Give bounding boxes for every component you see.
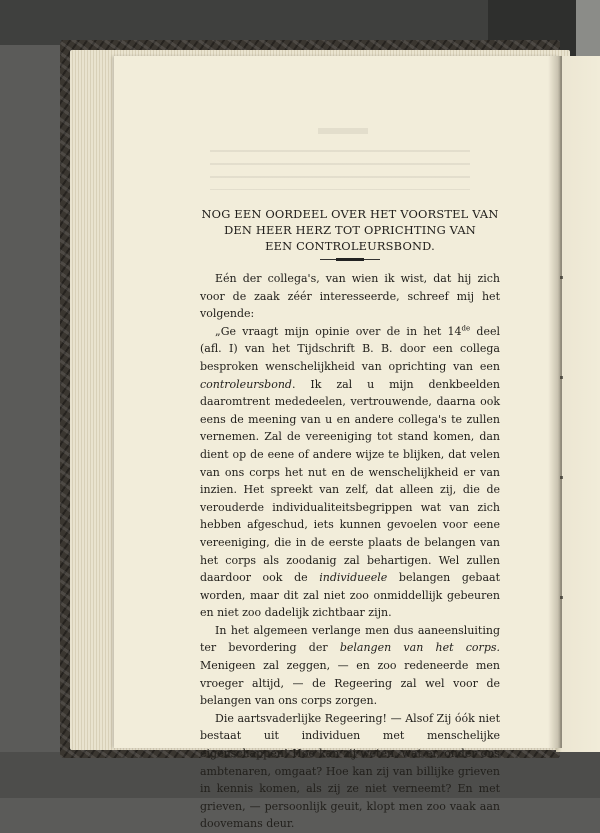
title-line: DEN HEER HERZ TOT OPRICHTING VAN — [224, 223, 476, 237]
bleed-through-page-number — [318, 128, 368, 134]
paragraph: Eén der collega's, van wien ik wist, dat hij zich voor de zaak zéér interesseerde, schreef mij het volgende: — [200, 272, 500, 321]
title-divider-center — [336, 258, 364, 261]
paragraph: Die aartsvaderlijke Regeering! — Alsof Zij óók niet bestaat uit individuen met menschelijke eigenschappen! Hoe kan zij weten, wat er, onder ons ambtenaren, omgaat? Hoe kan zij van billijke grieven in kennis komen, als zij ze niet verneemt? En met grieven, — persoonlijk geuit, klopt men zoo vaak aan doovemans deur. — [200, 711, 500, 831]
superscript: de — [461, 324, 471, 333]
facing-page — [556, 56, 600, 752]
italic-term: belangen van het corps. — [339, 641, 500, 655]
page-gutter-shadow — [548, 56, 562, 748]
paragraph: „Ge vraagt mijn opinie over de in het 14de deel (afl. I) van het Tijdschrift B. B. door een collega besproken wenschelijkheid van oprichting van een controleursbond. Ik zal u mijn denkbeelden daaromtrent mededeelen, vertrouwende, daarna ook eens de meening van u en andere collega's te zullen vernemen. Zal de vereeniging tot stand komen, dan dient op de eene of andere wijze te blijken, dat velen van ons corps het nut en de wenschelijkheid er van inzien. Het spreekt van zelf, dat alleen zij, die de verouderde individualiteitsbegrippen wat van zich hebben afgeschud, iets kunnen gevoelen voor eene vereeniging, die in de eerste plaats de belangen van het corps als zoodanig zal behartigen. Wel zullen daardoor ook de individueele belangen gebaat worden, maar dit zal niet zoo onmiddellijk gebeuren en niet zoo dadelijk zichtbaar zijn. — [200, 324, 500, 620]
italic-term: controleursbond — [200, 377, 292, 391]
title-line: EEN CONTROLEURSBOND. — [265, 239, 435, 253]
article-title — [190, 206, 510, 254]
italic-term: individueele — [319, 571, 388, 585]
article-body — [200, 270, 500, 833]
paragraph: In het algemeen verlange men dus aaneensluiting ter bevordering der belangen van het corps. Menigeen zal zeggen, — en zoo redeneerde men vroeger altijd, — de Regeering zal wel voor de belangen van ons corps zorgen. — [200, 623, 500, 708]
bleed-through-text — [210, 150, 470, 190]
title-line: NOG EEN OORDEEL OVER HET VOORSTEL VAN — [201, 207, 499, 221]
